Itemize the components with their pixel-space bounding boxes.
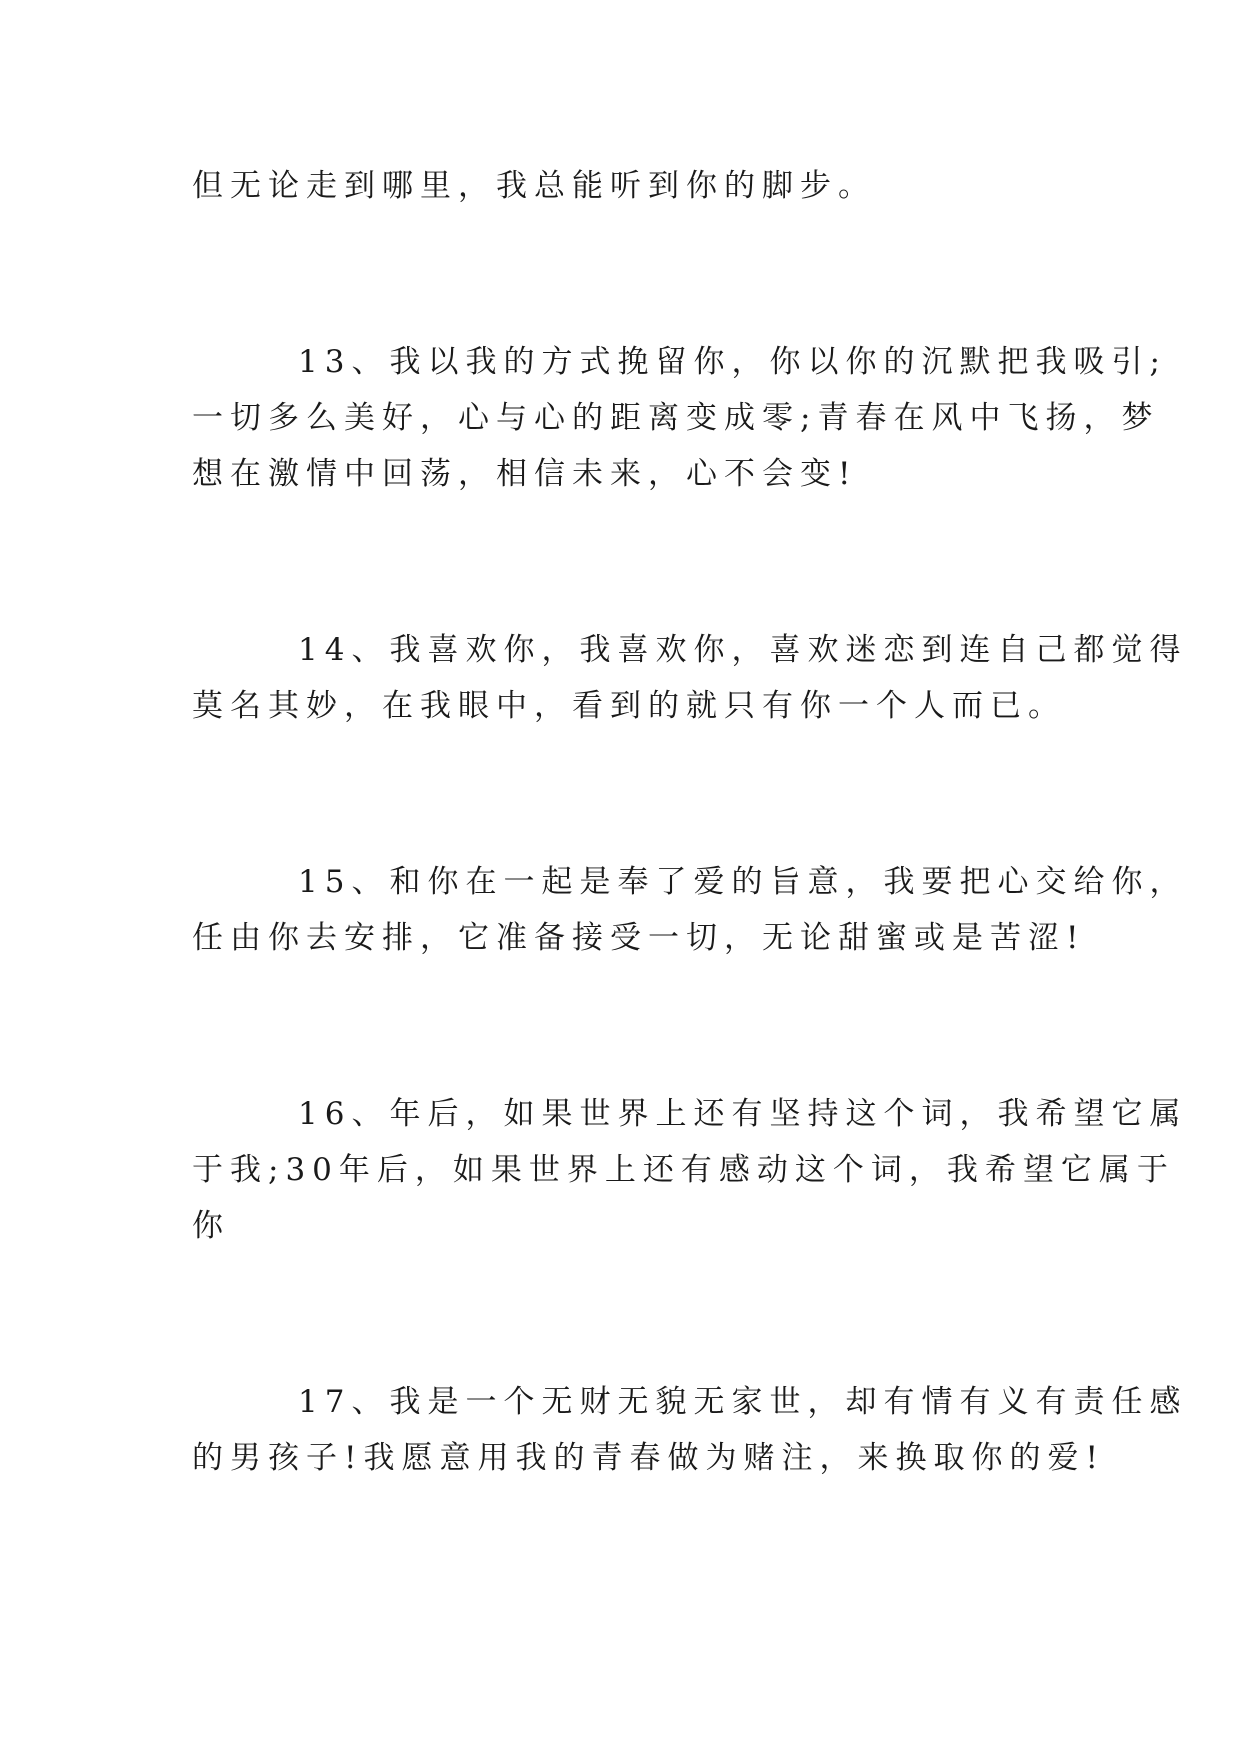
paragraph-13-line-1: 13、我以我的方式挽留你，你以你的沉默把我吸引;	[298, 344, 1167, 380]
paragraph-13-line-3: 想在激情中回荡，相信未来，心不会变!	[192, 456, 858, 492]
paragraph-13-line-2: 一切多么美好，心与心的距离变成零;青春在风中飞扬，梦	[192, 400, 1160, 436]
paragraph-12-line-2: 但无论走到哪里，我总能听到你的脚步。	[192, 168, 876, 204]
paragraph-17-line-2: 的男孩子!我愿意用我的青春做为赌注，来换取你的爱!	[192, 1440, 1105, 1476]
paragraph-16-line-3: 你	[192, 1208, 230, 1244]
paragraph-15-line-2: 任由你去安排，它准备接受一切，无论甜蜜或是苦涩!	[192, 920, 1086, 956]
paragraph-14-line-2: 莫名其妙，在我眼中，看到的就只有你一个人而已。	[192, 688, 1066, 724]
paragraph-15-line-1: 15、和你在一起是奉了爱的旨意，我要把心交给你，	[298, 864, 1188, 900]
paragraph-16-line-2: 于我;30年后，如果世界上还有感动这个词，我希望它属于	[192, 1152, 1175, 1188]
paragraph-17-line-1: 17、我是一个无财无貌无家世，却有情有义有责任感	[298, 1384, 1188, 1420]
paragraph-16-line-1: 16、年后，如果世界上还有坚持这个词，我希望它属	[298, 1096, 1188, 1132]
paragraph-14-line-1: 14、我喜欢你，我喜欢你，喜欢迷恋到连自己都觉得	[298, 632, 1188, 668]
